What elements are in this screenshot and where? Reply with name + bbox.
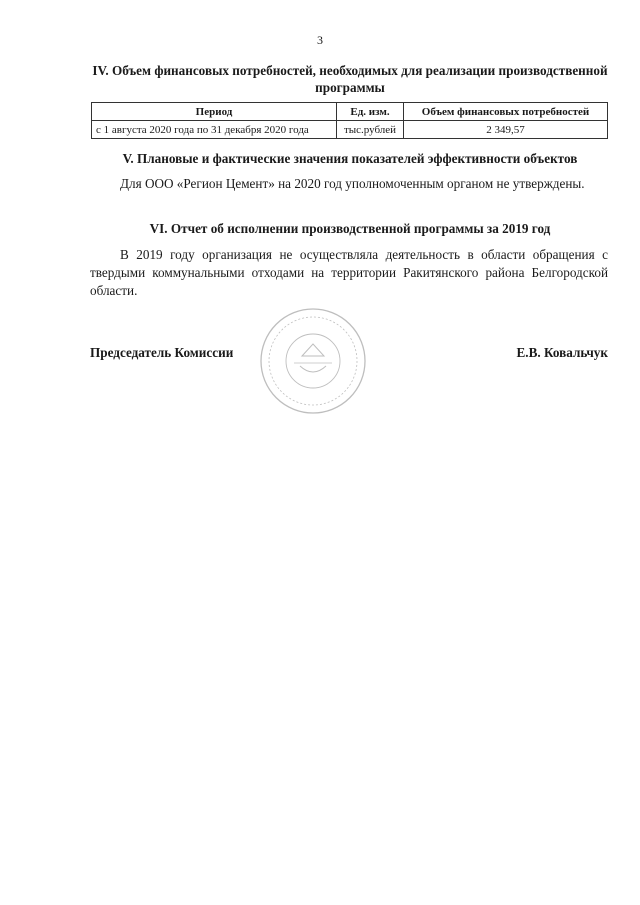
- column-header-period: Период: [92, 103, 337, 121]
- section-6-paragraph: В 2019 году организация не осуществляла деятельность в области обращения с твердыми коммунальными отходами на территории Ракитянского района Белгородской области.: [90, 247, 608, 298]
- cell-volume: 2 349,57: [404, 121, 608, 139]
- column-header-volume: Объем финансовых потребностей: [404, 103, 608, 121]
- column-header-unit: Ед. изм.: [337, 103, 404, 121]
- section-5-heading: V. Плановые и фактические значения показателей эффективности объектов: [122, 151, 578, 166]
- section-5-paragraph: Для ООО «Регион Цемент» на 2020 год уполномоченным органом не утверждены.: [120, 176, 585, 191]
- section-4-heading: IV. Объем финансовых потребностей, необходимых для реализации производственной программы: [92, 63, 608, 95]
- financial-needs-table: [91, 102, 608, 139]
- cell-period: с 1 августа 2020 года по 31 декабря 2020 года: [92, 121, 337, 139]
- cell-unit: тыс.рублей: [337, 121, 404, 139]
- official-stamp-icon: [258, 306, 368, 416]
- signature-role: Председатель Комиссии: [90, 345, 234, 360]
- page-number: 3: [317, 33, 323, 47]
- table-row: [92, 121, 608, 139]
- section-6-heading: VI. Отчет об исполнении производственной программы за 2019 год: [149, 221, 551, 236]
- signature-name: Е.В. Ковальчук: [516, 345, 608, 360]
- table-header-row: [92, 103, 608, 121]
